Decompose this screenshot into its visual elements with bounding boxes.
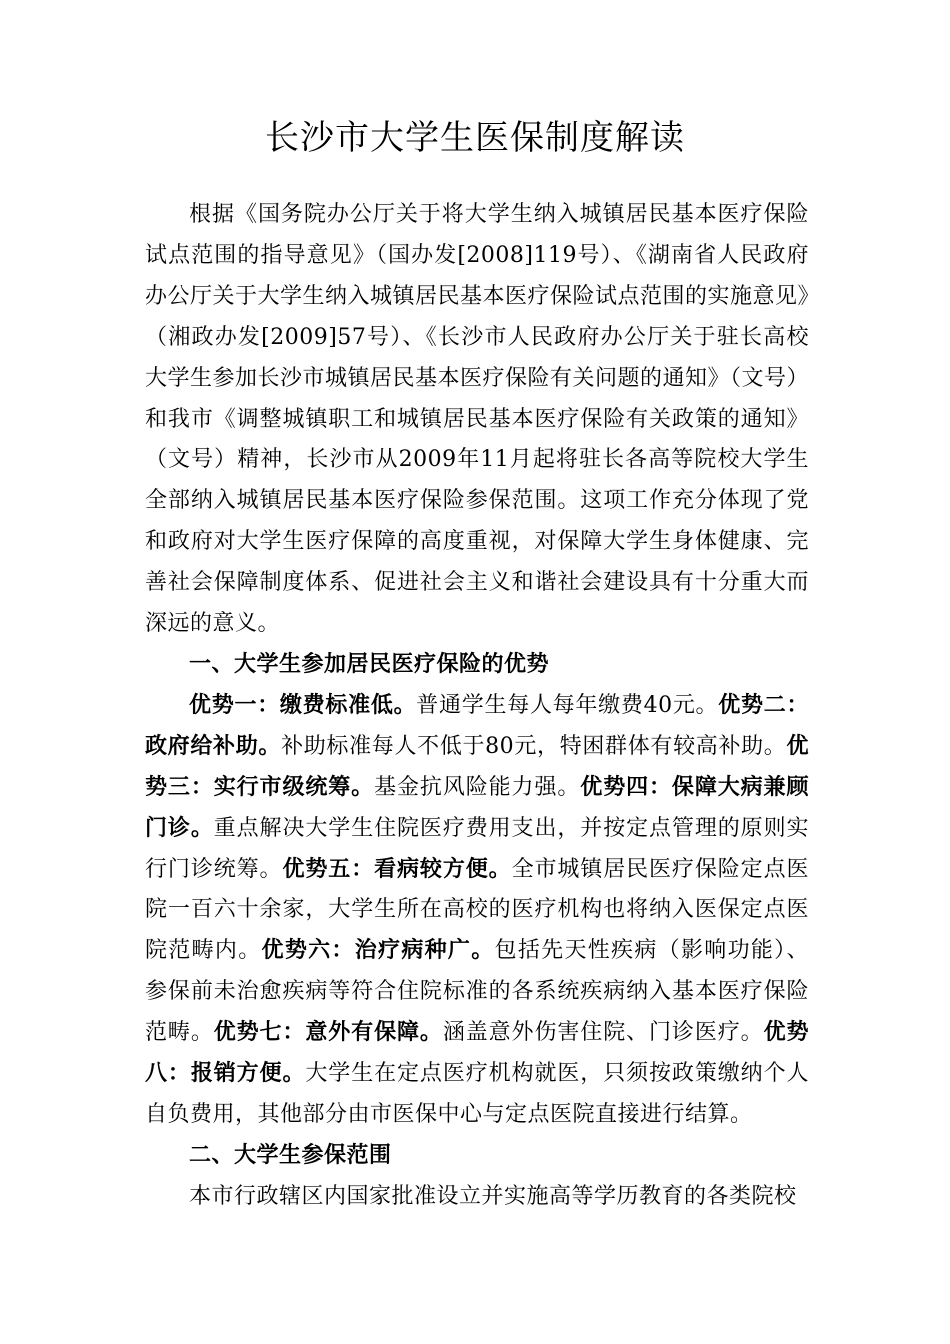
advantage-8-text: 大学生在定点医疗机构就医，只须按政策缴纳个人自负费用，其他部分由市医保中心与定点医院直接进行结算。	[145, 1061, 809, 1127]
advantage-6-text: 包括先天性疾病（影响功能）、参保前未治愈疾病等符合住院标准的各系统疾病纳入基本医疗保险范畴。	[145, 938, 809, 1046]
advantage-2-label: 优势二：政府给补助。	[145, 692, 809, 759]
advantage-1-label: 优势一：缴费标准低。	[189, 692, 417, 718]
advantage-2-text: 补助标准每人不低于80元，特困群体有较高补助。	[281, 733, 787, 759]
section-2-paragraph: 本市行政辖区内国家批准设立并实施高等学历教育的各类院校	[189, 1183, 797, 1209]
advantage-6-label: 优势六：治疗病种广。	[261, 938, 495, 964]
advantage-7-text: 涵盖意外伤害住院、门诊医疗。	[442, 1020, 764, 1046]
advantage-3-text: 基金抗风险能力强。	[374, 774, 581, 800]
intro-paragraph: 根据《国务院办公厅关于将大学生纳入城镇居民基本医疗保险试点范围的指导意见》（国办发[2008]119号）、《湖南省人民政府办公厅关于大学生纳入城镇居民基本医疗保险试点范围的实施意见》（湘政办发[2009]57号）、《长沙市人民政府办公厅关于驻长高校大学生参加长沙市城镇居民基本医疗保险有关问题的通知》（文号）和我市《调整城镇职工和城镇居民基本医疗保险有关政策的通知》（文号）精神，长沙市从2009年11月起将驻长各高等院校大学生全部纳入城镇居民基本医疗保险参保范围。这项工作充分体现了党和政府对大学生医疗保障的高度重视，对保障大学生身体健康、完善社会保障制度体系、促进社会主义和谐社会建设具有十分重大而深远的意义。	[145, 202, 810, 637]
document-title: 长沙市大学生医保制度解读	[265, 118, 685, 158]
advantage-5-label: 优势五：看病较方便。	[282, 856, 512, 882]
advantage-8-label: 优势八：报销方便。	[145, 1020, 809, 1087]
advantage-4-label: 优势四：保障大病兼顾门诊。	[145, 774, 809, 841]
section-1-heading: 一、大学生参加居民医疗保险的优势	[189, 651, 550, 677]
advantage-4-text: 重点解决大学生住院医疗费用支出，并按定点管理的原则实行门诊统筹。	[145, 815, 809, 882]
advantage-3-label: 优势三：实行市级统筹。	[145, 733, 809, 800]
advantage-7-label: 优势七：意外有保障。	[213, 1020, 443, 1046]
advantage-5-text: 全市城镇居民医疗保险定点医院一百六十余家，大学生所在高校的医疗机构也将纳入医保定点医院范畴内。	[145, 856, 809, 964]
document-body	[145, 195, 809, 1218]
advantage-1-text: 普通学生每人每年缴费40元。	[416, 692, 719, 718]
advantages-paragraph	[145, 686, 809, 1136]
section-2-heading: 二、大学生参保范围	[189, 1142, 392, 1168]
